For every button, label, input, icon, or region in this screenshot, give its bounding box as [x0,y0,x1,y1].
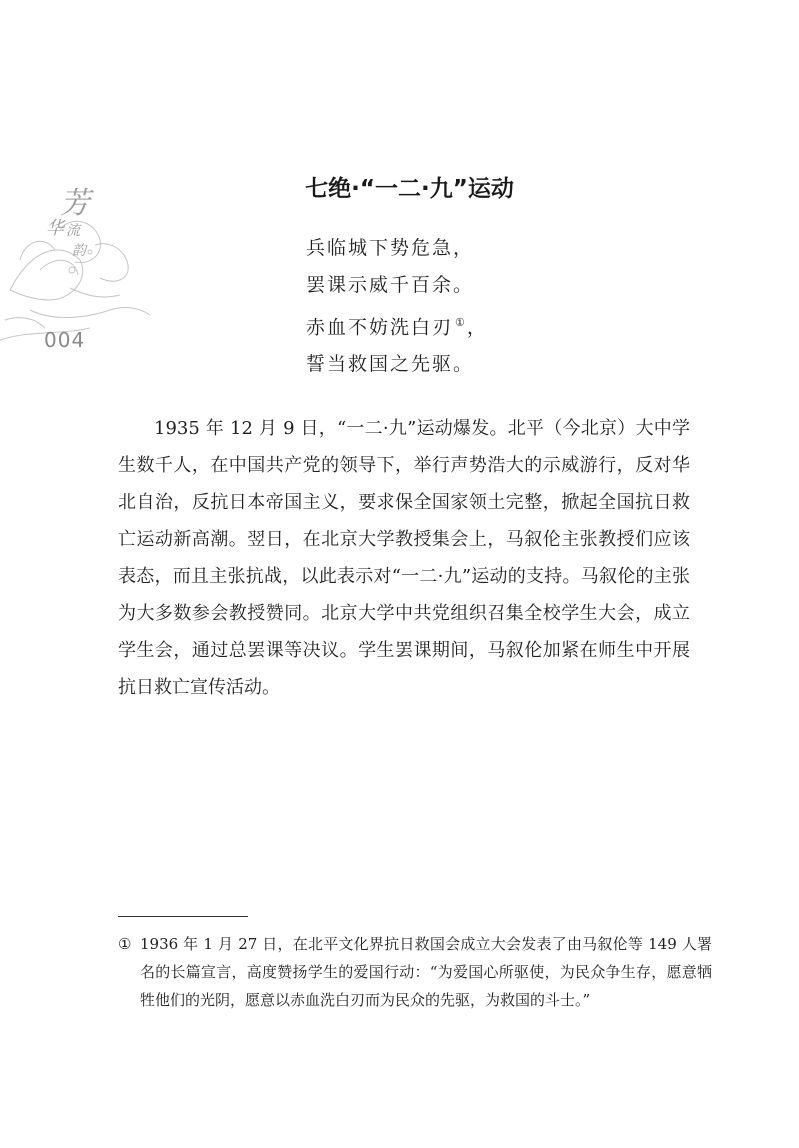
poem-line: 誓当救国之先驱。 [306,353,475,376]
decoration-character: 韵 [72,243,86,259]
poem-line-punct: ， [466,316,488,339]
decoration-character: 华 [46,218,64,239]
decoration-character: 芳 [60,186,90,221]
poem-line [306,304,488,346]
footnote-text: 1936 年 1 月 27 日，在北平文化界抗日救国会成立大会发表了由马叙伦等 149 人署名的长篇宣言，高度赞扬学生的爱国行动：“为爱国心所驱使，为民众争生存，愿意牺牲他们的光阴，愿意以赤血洗白刃而为民众的先驱，为救国的斗士。” [140,935,712,1009]
footnote-reference[interactable]: ① [455,316,467,329]
poem-title: 七绝·“一二·九”运动 [305,176,514,202]
poem-line: 兵临城下势危急， [306,237,475,259]
footnote [118,930,712,1014]
footnote-marker: ① [118,935,132,953]
poem-line-text: 赤血不妨洗白刃 [306,316,454,339]
page-number: 004 [44,328,86,352]
poem [306,230,488,383]
footnote-divider [118,916,248,917]
body-paragraph: 1935 年 12 月 9 日，“一二·九”运动爆发。北平（今北京）大中学生数千人，在中国共产党的领导下，举行声势浩大的示威游行，反对华北自治，反抗日本帝国主义，要求保全国家领土完整，掀起全国抗日救亡运动新高潮。翌日，在北京大学教授集会上，马叙伦主张教授们应该表态，而且主张抗战，以此表示对“一二·九”运动的支持。马叙伦的主张为大多数参会教授赞同。北京大学中共党组织召集全校学生大会，成立学生会，通过总罢课等决议。学生罢课期间，马叙伦加紧在师生中开展抗日救亡宣传活动。 [118,418,690,698]
poem-line: 罢课示威千百余。 [306,274,475,296]
decoration-character: 流 [66,223,80,239]
